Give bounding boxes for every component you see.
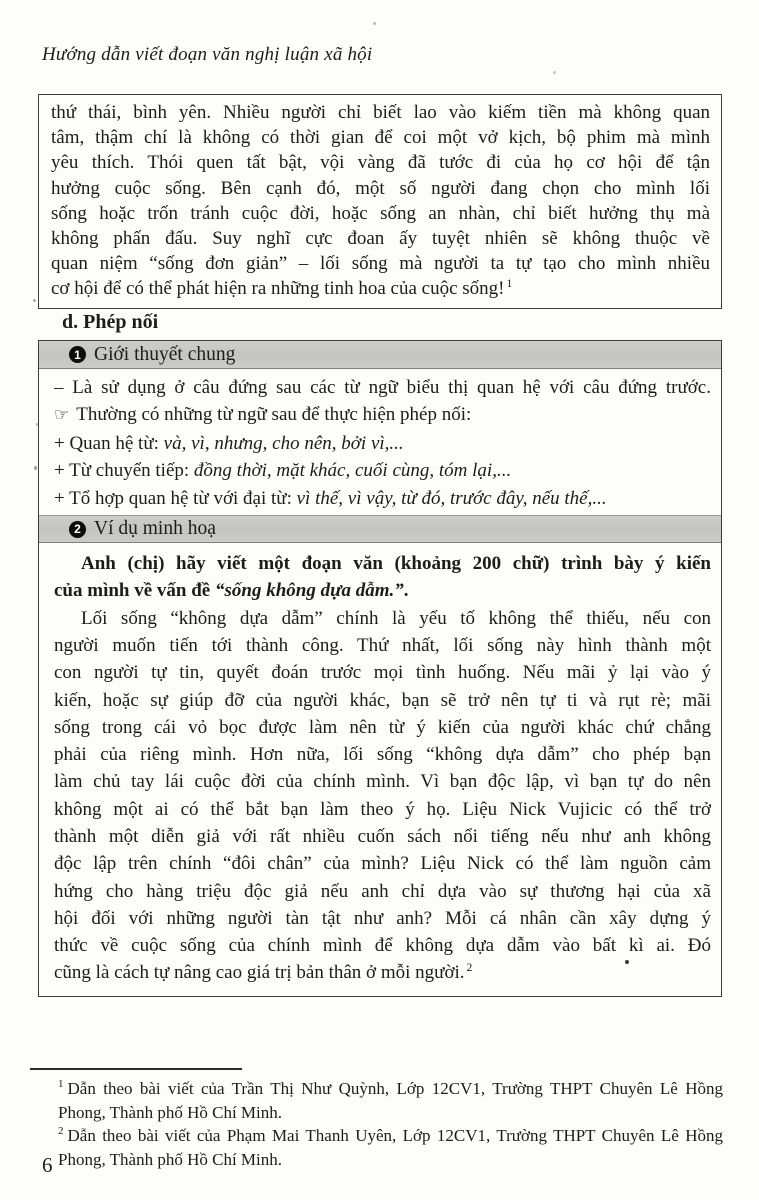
essay-line: người muốn tiến tới thành công. Thứ nhất, lối sống này hình thành một (54, 634, 711, 656)
essay-line-last (54, 959, 711, 986)
quote-box (38, 94, 722, 309)
section-heading: d. Phép nối (62, 311, 159, 333)
connector-label: + Tổ hợp quan hệ từ với đại từ: (54, 487, 292, 509)
footnote-text: Dẫn theo bài viết của Trần Thị Như Quỳnh, Lớp 12CV1, Trường THPT Chuyên Lê Hồng (67, 1079, 723, 1098)
scan-speck (33, 299, 36, 302)
footnote-line (58, 1077, 723, 1101)
connector-label: + Từ chuyển tiếp: (54, 460, 190, 482)
quote-line: sống hoặc trốn tránh cuộc đời, hoặc sống an nhàn, chỉ biết hưởng thụ mà (51, 202, 710, 224)
footnote-text: Dẫn theo bài viết của Phạm Mai Thanh Uyên, Lớp 12CV1, Trường THPT Chuyên Lê Hồng (67, 1126, 723, 1145)
hand-note-line (54, 401, 711, 429)
footnotes (58, 1077, 723, 1171)
part2-content (39, 543, 721, 987)
quote-line: hưởng cuộc sống. Bên cạnh đó, một số người đang chọn cho mình lối (51, 177, 710, 199)
page-number: 6 (42, 1153, 53, 1177)
pointing-hand-icon: ☞ (54, 405, 70, 426)
prompt-topic: “sống không dựa dẫm.” (215, 580, 404, 602)
footnote-number-2: 2 (58, 1125, 64, 1138)
essay-line: sống trong cái vỏ bọc được làm nên từ ý kiến của người khác chứ chẳng (54, 716, 711, 738)
prompt-line: Anh (chị) hãy viết một đoạn văn (khoảng 200 chữ) trình bày ý kiến (81, 553, 711, 575)
part1-header-bar (39, 341, 721, 369)
circled-number-icon: 1 (69, 346, 86, 363)
essay-line: phải của riêng mình. Hơn nữa, lối sống “không dựa dẫm” cho phép bạn (54, 744, 711, 766)
scan-speck (625, 960, 629, 964)
prompt-line (54, 577, 711, 604)
footnote-separator (30, 1068, 242, 1070)
essay-line: thức về cuộc sống của chính mình để không dựa dẫm vào bất kì ai. Đó (54, 935, 711, 957)
connector-item (54, 485, 711, 512)
connector-item (54, 430, 711, 457)
essay-line: kiến, hoặc sự giúp đỡ của người khác, bạn sẽ trở nên tự ti và rụt rè; mãi (54, 689, 711, 711)
running-header: Hướng dẫn viết đoạn văn nghị luận xã hội (42, 44, 373, 65)
quote-line-text: cơ hội để có thể phát hiện ra những tinh hoa của cuộc sống! (51, 278, 505, 300)
scan-speck (34, 466, 37, 470)
part1-bar-title: Giới thuyết chung (94, 343, 236, 365)
scan-speck (36, 423, 38, 426)
footnote-line: Phong, Thành phố Hồ Chí Minh. (58, 1149, 283, 1169)
prompt-text: của mình về vấn đề (54, 580, 215, 602)
essay-line: thành một diễn giả với rất nhiều cuốn sách nổi tiếng nếu như anh không (54, 826, 711, 847)
connector-examples: và, vì, nhưng, cho nên, bởi vì,... (163, 432, 404, 454)
footnote-reference-1: 1 (506, 278, 513, 291)
connector-label: + Quan hệ từ: (54, 432, 159, 454)
footnote-reference-2: 2 (466, 962, 473, 975)
circled-number-icon: 2 (69, 521, 86, 538)
footnote-line: Phong, Thành phố Hồ Chí Minh. (58, 1102, 283, 1122)
quote-line-last (51, 276, 710, 301)
part1-content (39, 369, 721, 515)
connector-examples: đồng thời, mặt khác, cuối cùng, tóm lại,... (193, 460, 512, 482)
connector-examples: vì thế, vì vậy, từ đó, trước đây, nếu thế,... (296, 487, 607, 509)
part2-bar-title: Ví dụ minh hoạ (94, 518, 216, 540)
part2-header-bar (39, 515, 721, 543)
quote-line: không phấn đấu. Suy nghĩ cực đoan ấy tuyệt nhiên sẽ không thuộc về (51, 228, 710, 250)
scan-speck (373, 22, 376, 25)
essay-line: hứng cho hàng triệu độc giả nếu anh chỉ dựa vào sự thương hại của xã (54, 880, 711, 902)
quote-line: quan niệm “sống đơn giản” – lối sống mà người ta tự tạo cho mình nhiều (51, 253, 710, 275)
essay-line: không một ai có thể bắt bạn làm theo ý họ. Liệu Nick Vujicic có thể trở (54, 798, 711, 820)
essay-line: hội đối với những người tàn tật như anh? Mỗi cá nhân cần xây dựng ý (54, 907, 711, 929)
definition-line: – Là sử dụng ở câu đứng sau các từ ngữ biểu thị quan hệ với câu đứng trước. (54, 377, 711, 398)
hand-note-text: Thường có những từ ngữ sau để thực hiện phép nối: (76, 404, 472, 426)
footnote-line (58, 1124, 723, 1148)
essay-line: độc lập trên chính “đôi chân” của mình? Liệu Nick có thể làm nguồn cảm (54, 853, 711, 875)
connector-item (54, 457, 711, 484)
quote-line: tâm, thậm chí là không có thời gian để coi một vở kịch, bộ phim mà mình (51, 127, 710, 149)
scan-speck (553, 71, 556, 74)
essay-line: con người tự tin, quyết đoán trước mọi tình huống. Nếu mãi ỷ lại vào ý (54, 662, 711, 684)
prompt-text: . (403, 580, 409, 602)
footnote-number-1: 1 (58, 1078, 64, 1091)
essay-line: làm chủ tay lái cuộc đời của chính mình. Vì bạn độc lập, vì bạn tự do nên (54, 771, 711, 793)
quote-line: yêu thích. Thói quen tất bật, vội vàng đã tước đi của họ cơ hội để tận (51, 152, 710, 174)
quote-line: thứ thái, bình yên. Nhiều người chỉ biết lao vào kiếm tiền mà không quan (51, 102, 710, 123)
content-box (38, 340, 722, 997)
essay-line: Lối sống “không dựa dẫm” chính là yếu tố không thể thiếu, nếu con (81, 607, 711, 629)
essay-line-text: cũng là cách tự nâng cao giá trị bản thân ở mỗi người. (54, 962, 465, 984)
